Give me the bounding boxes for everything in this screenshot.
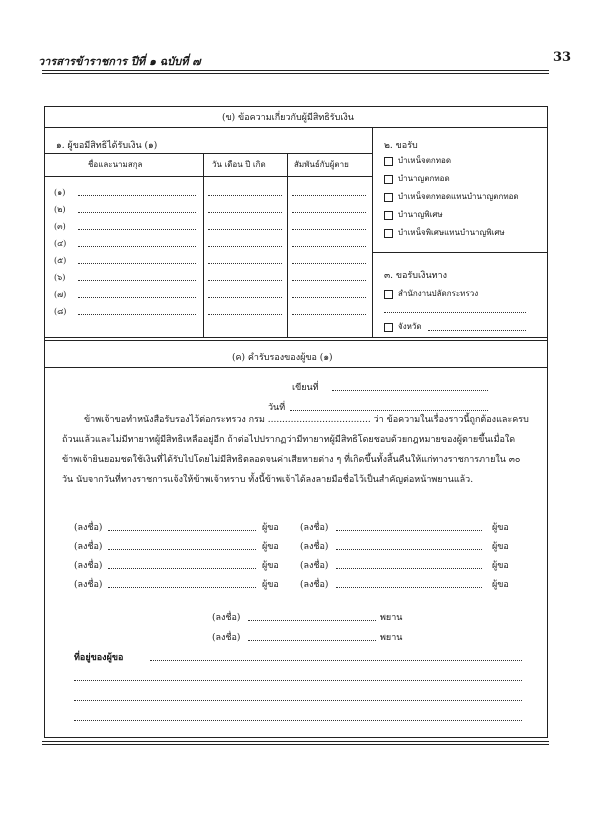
checkbox[interactable] — [384, 157, 393, 166]
eligible-heading: ๑. ผู้ขอมีสิทธิได้รับเงิน (๑) — [56, 141, 158, 151]
option-label: บำเหน็จพิเศษแทนบำนาญพิเศษ — [398, 228, 505, 237]
relation-field[interactable] — [292, 229, 366, 230]
row-number: (๖) — [54, 273, 66, 282]
applicant-signature-field[interactable] — [108, 568, 256, 569]
checkbox[interactable] — [384, 229, 393, 238]
section-c-title: (ค) คำรับรองของผู้ขอ (๑) — [232, 353, 333, 363]
pay-option[interactable] — [384, 287, 478, 300]
witness-sign-label: (ลงชื่อ) — [212, 633, 241, 643]
name-field[interactable] — [78, 314, 196, 315]
witness-signature-field[interactable] — [248, 640, 376, 641]
receive-option[interactable] — [384, 172, 450, 185]
address-line[interactable] — [74, 680, 522, 681]
written-at-label: เขียนที่ — [292, 383, 319, 393]
dob-field[interactable] — [208, 246, 282, 247]
bottom-rule-2 — [42, 744, 549, 745]
applicant-signature-field[interactable] — [336, 530, 482, 531]
applicant-signature-field[interactable] — [108, 587, 256, 588]
applicant-sign-label: (ลงชื่อ) — [74, 580, 103, 590]
column-divider — [372, 127, 373, 337]
receive-option[interactable] — [384, 226, 505, 239]
option-label: บำนาญพิเศษ — [398, 210, 443, 219]
col-relation-header: สัมพันธ์กับผู้ตาย — [294, 160, 349, 169]
applicant-label: ผู้ขอ — [492, 542, 509, 552]
address-label: ที่อยู่ของผู้ขอ — [74, 653, 124, 663]
section-b-title: (ข) ข้อความเกี่ยวกับผู้มีสิทธิรับเงิน — [222, 113, 354, 123]
option-label: สำนักงานปลัดกระทรวง — [398, 289, 479, 298]
witness-label: พยาน — [380, 633, 403, 643]
relation-field[interactable] — [292, 297, 366, 298]
row-number: (๒) — [54, 205, 66, 214]
applicant-sign-label: (ลงชื่อ) — [300, 523, 329, 533]
dob-field[interactable] — [208, 314, 282, 315]
name-field[interactable] — [78, 229, 196, 230]
divider — [372, 252, 548, 253]
divider — [44, 176, 372, 177]
row-number: (๗) — [54, 290, 67, 299]
dob-field[interactable] — [208, 212, 282, 213]
relation-field[interactable] — [292, 280, 366, 281]
dob-field[interactable] — [208, 297, 282, 298]
name-field[interactable] — [78, 297, 196, 298]
address-line[interactable] — [74, 720, 522, 721]
name-field[interactable] — [78, 246, 196, 247]
dob-field[interactable] — [208, 280, 282, 281]
divider — [44, 337, 548, 338]
applicant-signature-field[interactable] — [108, 530, 256, 531]
applicant-sign-label: (ลงชื่อ) — [300, 580, 329, 590]
name-field[interactable] — [78, 195, 196, 196]
checkbox[interactable] — [384, 290, 393, 299]
applicant-sign-label: (ลงชื่อ) — [300, 542, 329, 552]
header-rule — [42, 70, 549, 71]
option-label: บำเหน็จตกทอดแทนบำนาญตกทอด — [398, 192, 519, 201]
divider — [44, 127, 548, 128]
applicant-label: ผู้ขอ — [492, 523, 509, 533]
receive-heading: ๒. ขอรับ — [384, 141, 418, 151]
applicant-label: ผู้ขอ — [262, 542, 279, 552]
option-label: จังหวัด — [398, 322, 422, 331]
dob-field[interactable] — [208, 229, 282, 230]
applicant-sign-label: (ลงชื่อ) — [74, 561, 103, 571]
fill-line[interactable] — [428, 330, 526, 331]
applicant-signature-field[interactable] — [336, 587, 482, 588]
dob-field[interactable] — [208, 263, 282, 264]
pay-heading: ๓. ขอรับเงินทาง — [384, 271, 447, 281]
dob-field[interactable] — [208, 195, 282, 196]
written-at-field[interactable] — [332, 390, 488, 391]
fill-line[interactable] — [384, 312, 526, 313]
divider — [44, 340, 548, 341]
row-number: (๔) — [54, 239, 67, 248]
name-field[interactable] — [78, 280, 196, 281]
row-number: (๑) — [54, 188, 66, 197]
col-name-header: ชื่อและนามสกุล — [88, 160, 143, 169]
checkbox[interactable] — [384, 193, 393, 202]
certification-paragraph: ข้าพเจ้าขอทำหนังสือรับรองไว้ต่อกระทรวง กรม .................................... ว่า ข้อความในเรื่องราวนี้ถูกต้องและครบถ้วนแล้วและไม่มีทายาทผู้มีสิทธิเหลืออยู่อีก ถ้าต่อไปปรากฏว่ามีทายาทผู้มีสิทธิโดยชอบด้วยกฎหมายของผู้ตายขึ้นเมื่อใด ข้าพเจ้ายินยอมชดใช้เงินที่ได้รับไปโดยไม่มีสิทธิตลอดจนค่าเสียหายต่าง ๆ ที่เกิดขึ้นทั้งสิ้นคืนให้แก่ทางราชการภายใน ๓๐ วัน นับจากวันที่ทางราชการแจ้งให้ข้าพเจ้าทราบ ทั้งนี้ข้าพเจ้าได้ลงลายมือชื่อไว้เป็นสำคัญต่อหน้าพยานแล้ว. — [62, 415, 529, 485]
witness-signature-field[interactable] — [248, 620, 376, 621]
name-field[interactable] — [78, 263, 196, 264]
applicant-signature-field[interactable] — [336, 568, 482, 569]
journal-title: วารสารข้าราชการ ปีที่ ๑ ฉบับที่ ๗ — [38, 55, 201, 68]
col-dob-header: วัน เดือน ปี เกิด — [212, 160, 266, 169]
applicant-sign-label: (ลงชื่อ) — [74, 523, 103, 533]
divider — [44, 153, 372, 154]
applicant-label: ผู้ขอ — [262, 561, 279, 571]
option-label: บำนาญตกทอด — [398, 174, 450, 183]
table-vline — [203, 153, 204, 337]
witness-label: พยาน — [380, 613, 403, 623]
pay-option[interactable] — [384, 320, 422, 333]
receive-option[interactable] — [384, 154, 451, 167]
table-vline — [287, 153, 288, 337]
witness-sign-label: (ลงชื่อ) — [212, 613, 241, 623]
address-line[interactable] — [74, 700, 522, 701]
receive-option[interactable] — [384, 190, 519, 203]
name-field[interactable] — [78, 212, 196, 213]
header-rule-2 — [42, 73, 549, 74]
relation-field[interactable] — [292, 263, 366, 264]
applicant-signature-field[interactable] — [336, 549, 482, 550]
relation-field[interactable] — [292, 246, 366, 247]
applicant-label: ผู้ขอ — [492, 561, 509, 571]
page-number: 33 — [553, 50, 572, 65]
address-line[interactable] — [150, 660, 522, 661]
checkbox[interactable] — [384, 175, 393, 184]
applicant-sign-label: (ลงชื่อ) — [74, 542, 103, 552]
divider — [44, 367, 548, 368]
bottom-rule — [42, 741, 549, 742]
row-number: (๕) — [54, 256, 67, 265]
date-label: วันที่ — [268, 403, 286, 413]
checkbox[interactable] — [384, 211, 393, 220]
applicant-sign-label: (ลงชื่อ) — [300, 561, 329, 571]
relation-field[interactable] — [292, 212, 366, 213]
row-number: (๘) — [54, 307, 67, 316]
receive-option[interactable] — [384, 208, 443, 221]
applicant-signature-field[interactable] — [108, 549, 256, 550]
relation-field[interactable] — [292, 195, 366, 196]
option-label: บำเหน็จตกทอด — [398, 156, 452, 165]
checkbox[interactable] — [384, 323, 393, 332]
applicant-label: ผู้ขอ — [262, 523, 279, 533]
relation-field[interactable] — [292, 314, 366, 315]
applicant-label: ผู้ขอ — [492, 580, 509, 590]
applicant-label: ผู้ขอ — [262, 580, 279, 590]
row-number: (๓) — [54, 222, 66, 231]
